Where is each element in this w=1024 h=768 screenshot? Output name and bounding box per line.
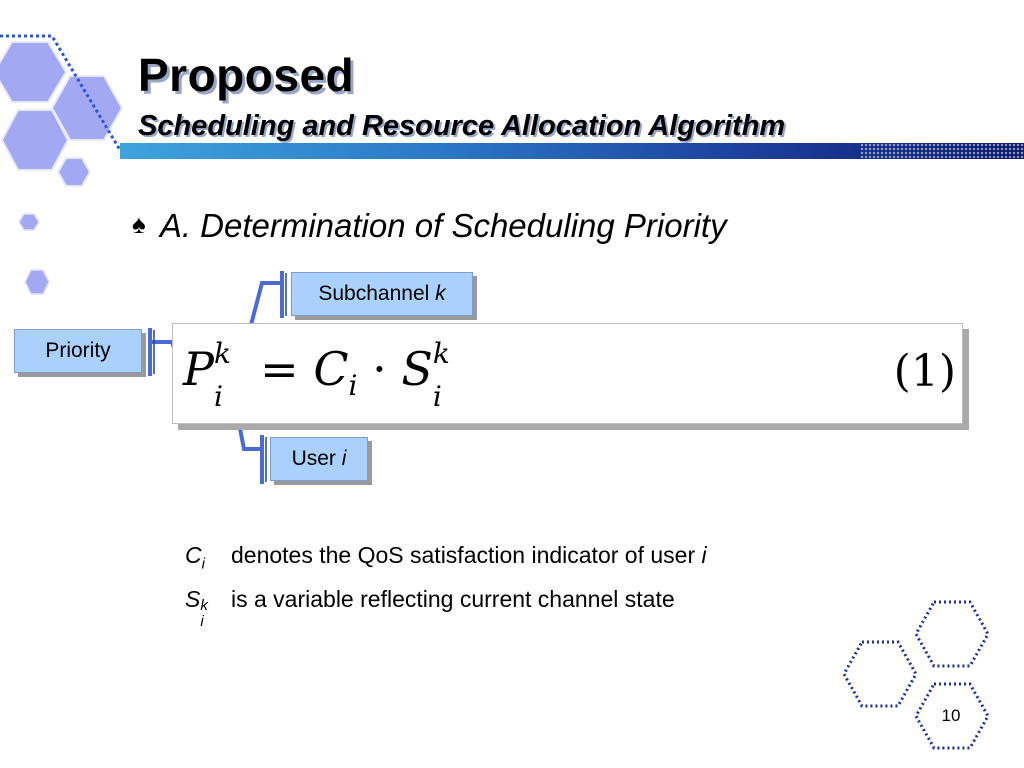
definition-text: is a variable reflecting current channel state bbox=[231, 585, 675, 612]
bullet-heading-text: A. Determination of Scheduling Priority bbox=[159, 207, 727, 244]
equation-number: (1) bbox=[893, 346, 956, 397]
definition-text: denotes the QoS satisfaction indicator of user bbox=[231, 542, 696, 568]
hexagon-outline bbox=[916, 602, 988, 666]
user-variable: i bbox=[341, 447, 347, 470]
priority-label: Priority bbox=[45, 339, 111, 362]
slide-title: Proposed bbox=[138, 49, 355, 101]
definition-variable: i bbox=[701, 542, 707, 568]
user-callout bbox=[270, 437, 368, 481]
subchannel-callout bbox=[291, 272, 473, 316]
definition-sik bbox=[185, 582, 707, 630]
page-number: 10 bbox=[941, 706, 961, 725]
definitions-list bbox=[185, 538, 707, 630]
equation-panel bbox=[172, 323, 963, 424]
slide-subtitle: Scheduling and Resource Allocation Algorithm bbox=[138, 110, 786, 142]
priority-equation: $P^k$ i = $C_i \cdot S^k$ i bbox=[183, 336, 450, 413]
subchannel-label: Subchannel bbox=[318, 282, 430, 305]
subchannel-variable: k bbox=[435, 282, 446, 305]
user-label: User bbox=[291, 447, 336, 470]
definition-symbol: $C_i$ bbox=[185, 542, 205, 573]
definition-ci bbox=[185, 538, 707, 582]
hexagon-outline bbox=[844, 642, 916, 706]
spade-bullet-icon: ♠ bbox=[132, 209, 146, 239]
priority-callout bbox=[14, 329, 142, 373]
definition-symbol: S k i bbox=[185, 585, 208, 630]
decorative-hexagons-bottom-right bbox=[830, 590, 1024, 768]
